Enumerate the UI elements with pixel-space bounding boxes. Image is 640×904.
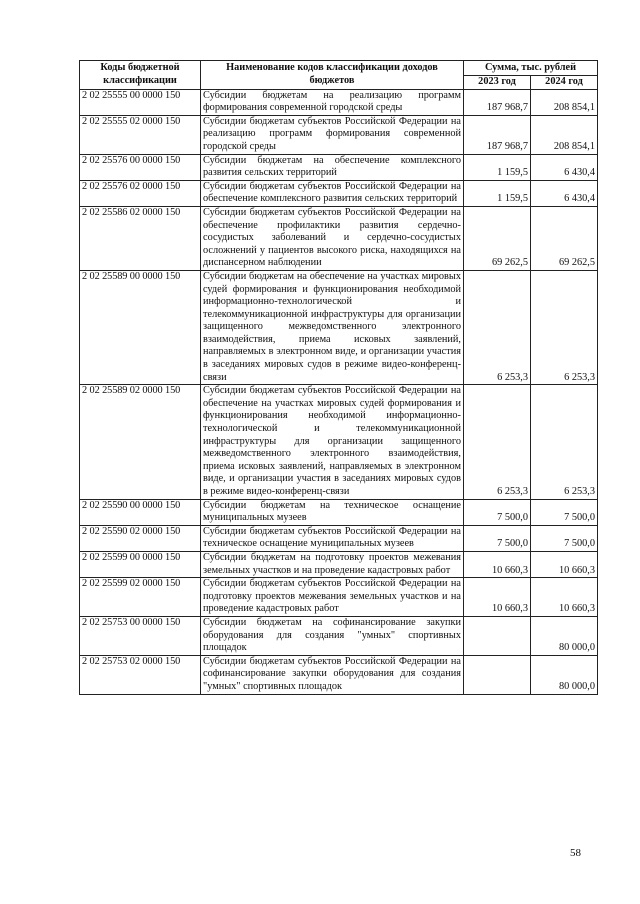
row-value-2023: 6 253,3 [464,270,531,384]
table-row [80,89,598,115]
page-number: 58 [570,847,581,859]
row-code: 2 02 25589 00 0000 150 [80,270,201,384]
table-row [80,551,598,577]
row-code: 2 02 25576 00 0000 150 [80,154,201,180]
row-name: Субсидии бюджетам субъектов Российской Федерации на обеспечение комплексного развития сельских территорий [201,180,464,206]
row-value-2024: 69 262,5 [531,206,598,270]
row-code: 2 02 25753 00 0000 150 [80,616,201,655]
header-sum-column: Сумма, тыс. рублей [464,61,598,76]
row-value-2023: 7 500,0 [464,499,531,525]
table-row [80,578,598,617]
row-value-2023 [464,616,531,655]
row-value-2024: 7 500,0 [531,499,598,525]
row-code: 2 02 25576 02 0000 150 [80,180,201,206]
row-value-2023: 1 159,5 [464,154,531,180]
row-value-2023: 6 253,3 [464,385,531,499]
row-name: Субсидии бюджетам на подготовку проектов межевания земельных участков и на проведение кадастровых работ [201,551,464,577]
row-name: Субсидии бюджетам субъектов Российской Федерации на реализацию программ формирования современной городской среды [201,115,464,154]
header-year-2024: 2024 год [531,76,598,90]
table-row [80,180,598,206]
row-name: Субсидии бюджетам субъектов Российской Федерации на обеспечение на участках мировых судей формирования и функционирования необходимой информационно-технологической и телекоммуникационной инфраструктуры для организации защищенного межведомственного электронного взаимодействия, приема исковых заявлений, направляемых в электронном виде, и организации участия в заседаниях мировых судов в режиме видео-конференц-связи [201,385,464,499]
row-name: Субсидии бюджетам на обеспечение на участках мировых судей формирования и функционирования необходимой информационно-технологической и телекоммуникационной инфраструктуры для организации защищенного межведомственного электронного взаимодействия, приема исковых заявлений, направляемых в электронном виде, и организации участия в заседаниях мировых судов в режиме видео-конференц-связи [201,270,464,384]
row-value-2024: 208 854,1 [531,115,598,154]
row-name: Субсидии бюджетам на техническое оснащение муниципальных музеев [201,499,464,525]
row-code: 2 02 25589 02 0000 150 [80,385,201,499]
row-code: 2 02 25555 00 0000 150 [80,89,201,115]
table-row [80,270,598,384]
row-value-2024: 80 000,0 [531,616,598,655]
header-name-column: Наименование кодов классификации доходов бюджетов [201,61,464,90]
row-name: Субсидии бюджетам субъектов Российской Федерации на подготовку проектов межевания земельных участков и на проведение кадастровых работ [201,578,464,617]
table-row [80,154,598,180]
header-code-column: Коды бюджетной классификации [80,61,201,90]
row-code: 2 02 25753 02 0000 150 [80,655,201,694]
row-value-2024: 10 660,3 [531,551,598,577]
row-value-2023: 10 660,3 [464,551,531,577]
row-value-2023: 69 262,5 [464,206,531,270]
row-name: Субсидии бюджетам на обеспечение комплексного развития сельских территорий [201,154,464,180]
row-value-2023: 10 660,3 [464,578,531,617]
row-code: 2 02 25599 00 0000 150 [80,551,201,577]
row-value-2023: 1 159,5 [464,180,531,206]
table-row [80,499,598,525]
table-row [80,655,598,694]
row-name: Субсидии бюджетам субъектов Российской Федерации на техническое оснащение муниципальных музеев [201,525,464,551]
table-row [80,385,598,499]
row-code: 2 02 25586 02 0000 150 [80,206,201,270]
row-value-2024: 7 500,0 [531,525,598,551]
header-year-2023: 2023 год [464,76,531,90]
row-value-2023 [464,655,531,694]
budget-table-page [79,60,597,695]
row-name: Субсидии бюджетам на реализацию программ формирования современной городской среды [201,89,464,115]
row-value-2024: 6 430,4 [531,180,598,206]
row-code: 2 02 25590 02 0000 150 [80,525,201,551]
row-value-2024: 10 660,3 [531,578,598,617]
table-row [80,115,598,154]
row-name: Субсидии бюджетам субъектов Российской Федерации на обеспечение профилактики развития сердечно-сосудистых заболеваний и сердечно-сосудистых осложнений у пациентов высокого риска, находящихся на диспансерном наблюдении [201,206,464,270]
table-row [80,525,598,551]
row-code: 2 02 25555 02 0000 150 [80,115,201,154]
table-row [80,616,598,655]
table-row [80,206,598,270]
row-value-2024: 208 854,1 [531,89,598,115]
row-value-2024: 80 000,0 [531,655,598,694]
budget-income-table [79,60,598,695]
row-code: 2 02 25590 00 0000 150 [80,499,201,525]
row-name: Субсидии бюджетам на софинансирование закупки оборудования для создания "умных" спортивных площадок [201,616,464,655]
row-value-2023: 187 968,7 [464,115,531,154]
row-name: Субсидии бюджетам субъектов Российской Федерации на софинансирование закупки оборудования для создания "умных" спортивных площадок [201,655,464,694]
row-value-2023: 187 968,7 [464,89,531,115]
row-value-2024: 6 430,4 [531,154,598,180]
row-value-2024: 6 253,3 [531,270,598,384]
row-code: 2 02 25599 02 0000 150 [80,578,201,617]
row-value-2024: 6 253,3 [531,385,598,499]
row-value-2023: 7 500,0 [464,525,531,551]
